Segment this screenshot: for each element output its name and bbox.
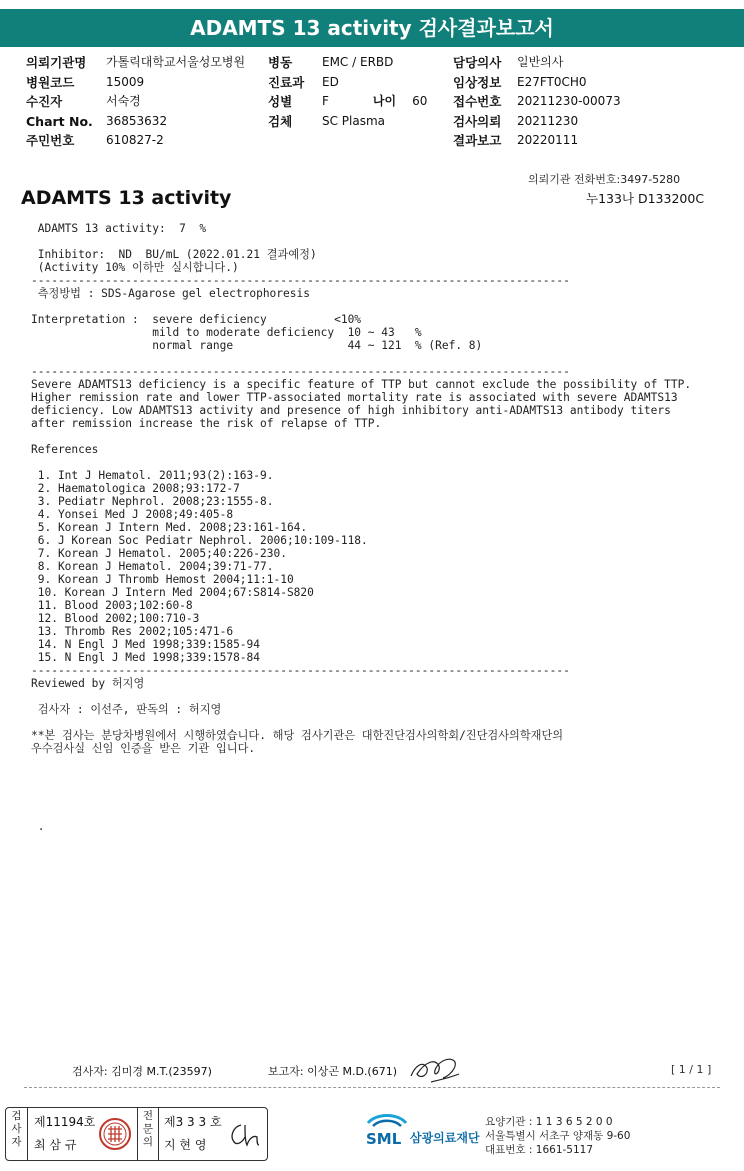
result-line: 7. Korean J Hematol. 2005;40:226-230. bbox=[31, 547, 287, 560]
header-value: F bbox=[322, 94, 329, 108]
result-line: mild to moderate deficiency 10 ~ 43 % bbox=[31, 326, 422, 339]
result-line: normal range 44 ~ 121 % (Ref. 8) bbox=[31, 339, 483, 352]
institution-phone: 대표번호 : 1661-5117 bbox=[485, 1144, 594, 1156]
header-row bbox=[268, 73, 427, 93]
result-line: 1. Int J Hematol. 2011;93(2):163-9. bbox=[31, 469, 274, 482]
result-line: -------------------------------------------------------------------------------- bbox=[31, 365, 570, 378]
header-row bbox=[268, 92, 427, 112]
result-line: 9. Korean J Thromb Hemost 2004;11:1-10 bbox=[31, 573, 294, 586]
result-line: Interpretation : severe deficiency <10% bbox=[31, 313, 362, 326]
official-seal-icon bbox=[98, 1117, 132, 1151]
header-label: 접수번호 bbox=[453, 94, 502, 109]
result-line: after remission increase the risk of relapse of TTP. bbox=[31, 417, 382, 430]
result-line: 15. N Engl J Med 1998;339:1578-84 bbox=[31, 651, 261, 664]
inspector-license-no: 제11194호 bbox=[34, 1115, 96, 1129]
result-line: 8. Korean J Hematol. 2004;39:71-77. bbox=[31, 560, 274, 573]
result-line: . bbox=[31, 820, 45, 833]
result-line: 12. Blood 2002;100:710-3 bbox=[31, 612, 200, 625]
result-line: 11. Blood 2003;102:60-8 bbox=[31, 599, 193, 612]
header-value: ED bbox=[322, 74, 339, 89]
header-label: Chart No. bbox=[26, 113, 93, 129]
result-line: 측정방법 : SDS-Agarose gel electrophoresis bbox=[31, 287, 310, 300]
header-label: 병동 bbox=[268, 55, 293, 70]
result-line: **본 검사는 분당차병원에서 시행하였습니다. 해당 검사기관은 대한진단검사의학회/진단검사의학재단의 bbox=[31, 729, 564, 742]
institution-info bbox=[485, 1115, 630, 1157]
header-value: 610827-2 bbox=[106, 133, 164, 147]
result-line bbox=[31, 794, 691, 807]
svg-text:SML: SML bbox=[366, 1130, 402, 1148]
header-column-2 bbox=[268, 53, 427, 131]
result-line bbox=[31, 430, 691, 443]
institution-address: 서울특별시 서초구 양재동 9-60 bbox=[485, 1130, 631, 1142]
result-line: Inhibitor: ND BU/mL (2022.01.21 결과예정) bbox=[31, 248, 317, 261]
result-line bbox=[31, 690, 691, 703]
result-line bbox=[31, 807, 691, 820]
header-label: 담당의사 bbox=[453, 55, 502, 70]
doctor-name: 지 현 영 bbox=[164, 1138, 207, 1152]
result-line bbox=[31, 755, 691, 768]
header-label: 병원코드 bbox=[26, 74, 75, 90]
test-code: 누133나 D133200C bbox=[586, 191, 705, 206]
header-row bbox=[453, 53, 621, 73]
result-line: ADAMTS 13 activity: 7 % bbox=[31, 222, 207, 235]
result-line bbox=[31, 768, 691, 781]
age-value: 60 bbox=[412, 94, 428, 108]
header-row bbox=[26, 112, 245, 132]
header-label: 주민번호 bbox=[26, 133, 75, 148]
header-column-1 bbox=[26, 53, 245, 151]
result-line: 우수검사실 신임 인증을 받은 기관 입니다. bbox=[31, 742, 256, 755]
footer-divider bbox=[24, 1087, 720, 1088]
footer-inspector: 검사자: 김미경 M.T.(23597) bbox=[72, 1065, 212, 1078]
header-row bbox=[453, 131, 621, 151]
result-line: References bbox=[31, 443, 99, 456]
inspector-name: 최 삼 규 bbox=[34, 1138, 77, 1152]
header-label: 임상정보 bbox=[453, 74, 502, 90]
header-label: 진료과 bbox=[268, 74, 305, 90]
header-label: 결과보고 bbox=[453, 133, 502, 148]
result-line bbox=[31, 781, 691, 794]
result-line: Higher remission rate and lower TTP-associated mortality rate is associated with severe ADAMTS13 bbox=[31, 391, 678, 404]
result-line bbox=[31, 716, 691, 729]
header-column-3 bbox=[453, 53, 621, 151]
header-value: SC Plasma bbox=[322, 113, 386, 128]
result-line: 14. N Engl J Med 1998;339:1585-94 bbox=[31, 638, 261, 651]
doctor-license-no: 제3 3 3 호 bbox=[164, 1115, 222, 1129]
page-indicator: [ 1 / 1 ] bbox=[671, 1063, 712, 1076]
header-value: 36853632 bbox=[106, 113, 168, 128]
doctor-vertical-label: 전 문 의 bbox=[137, 1108, 159, 1160]
header-row bbox=[26, 131, 245, 151]
institution-code: 요양기관 : 1 1 3 6 5 2 0 0 bbox=[485, 1116, 613, 1128]
header-row bbox=[453, 112, 621, 132]
result-line: -------------------------------------------------------------------------------- bbox=[31, 664, 570, 677]
doctor-signature-icon bbox=[227, 1121, 261, 1149]
result-line bbox=[31, 300, 691, 313]
result-line bbox=[31, 352, 691, 365]
result-line: 2. Haematologica 2008;93:172-7 bbox=[31, 482, 240, 495]
result-body bbox=[31, 222, 691, 833]
header-label: 검체 bbox=[268, 113, 293, 129]
header-label: 성별 bbox=[268, 94, 293, 109]
sml-logo-icon bbox=[364, 1113, 410, 1149]
header-value: 일반의사 bbox=[517, 55, 564, 69]
result-line: 13. Thromb Res 2002;105:471-6 bbox=[31, 625, 234, 638]
header-row bbox=[453, 92, 621, 112]
result-line: 10. Korean J Intern Med 2004;67:S814-S820 bbox=[31, 586, 314, 599]
header-row bbox=[453, 73, 621, 93]
result-line: Severe ADAMTS13 deficiency is a specific feature of TTP but cannot exclude the possibility of TTP. bbox=[31, 378, 692, 391]
footer-reporter: 보고자: 이상곤 M.D.(671) bbox=[268, 1065, 397, 1078]
institution-name: 삼광의료재단 bbox=[410, 1131, 480, 1145]
header-row bbox=[26, 53, 245, 73]
header-value: EMC / ERBD bbox=[322, 55, 394, 69]
header-label: 의뢰기관명 bbox=[26, 55, 87, 70]
inspector-vertical-label: 검 사 자 bbox=[6, 1108, 28, 1160]
header-value: 20220111 bbox=[517, 133, 579, 147]
header-row bbox=[26, 92, 245, 112]
header-label: 검사의뢰 bbox=[453, 113, 502, 129]
result-line: -------------------------------------------------------------------------------- bbox=[31, 274, 570, 287]
header-row bbox=[26, 73, 245, 93]
header-value: 20211230-00073 bbox=[517, 94, 621, 108]
age-label: 나이 bbox=[372, 94, 397, 108]
requester-phone: 의뢰기관 전화번호:3497-5280 bbox=[528, 173, 681, 186]
result-line: 검사자 : 이선주, 판독의 : 허지영 bbox=[31, 703, 222, 716]
result-line: (Activity 10% 이하만 실시합니다.) bbox=[31, 261, 239, 274]
report-title-bar: ADAMTS 13 activity 검사결과보고서 bbox=[0, 9, 744, 47]
result-line: 5. Korean J Intern Med. 2008;23:161-164. bbox=[31, 521, 308, 534]
result-line: Reviewed by 허지영 bbox=[31, 677, 145, 690]
result-line: 4. Yonsei Med J 2008;49:405-8 bbox=[31, 508, 234, 521]
header-row bbox=[268, 112, 427, 132]
result-line bbox=[31, 456, 691, 469]
header-row bbox=[268, 53, 427, 73]
certification-stamp-box bbox=[5, 1107, 268, 1161]
header-label: 수진자 bbox=[26, 94, 63, 109]
header-value: 가톨릭대학교서울성모병원 bbox=[106, 55, 246, 69]
result-line bbox=[31, 235, 691, 248]
reporter-signature-icon bbox=[405, 1052, 463, 1086]
result-line: 3. Pediatr Nephrol. 2008;23:1555-8. bbox=[31, 495, 274, 508]
header-value: 서숙경 bbox=[106, 94, 141, 108]
result-line: 6. J Korean Soc Pediatr Nephrol. 2006;10:109-118. bbox=[31, 534, 368, 547]
header-value: 20211230 bbox=[517, 113, 579, 128]
test-name: ADAMTS 13 activity bbox=[21, 187, 232, 209]
result-line: deficiency. Low ADAMTS13 activity and presence of high inhibitory anti-ADAMTS13 antibody titers bbox=[31, 404, 671, 417]
header-value: 15009 bbox=[106, 74, 145, 89]
header-value: E27FT0CH0 bbox=[517, 74, 587, 89]
